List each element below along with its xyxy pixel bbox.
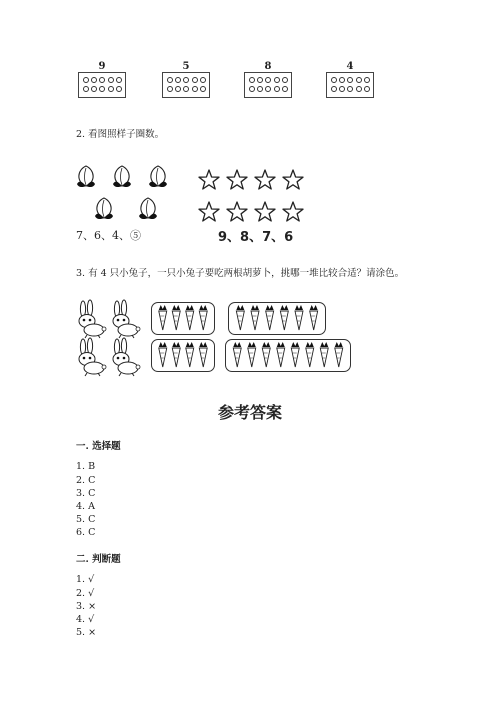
frame-dot <box>116 77 122 83</box>
carrot-icon <box>320 342 328 367</box>
carrot-icon <box>159 305 167 330</box>
frame-dot <box>108 86 114 92</box>
frame-dot <box>175 77 181 83</box>
peaches-group <box>70 160 180 226</box>
carrot-icon <box>277 342 285 367</box>
carrot-icon <box>262 342 270 367</box>
frame-dot <box>339 86 345 92</box>
answer-item: 3. C <box>76 488 96 499</box>
carrot-icon <box>186 342 194 367</box>
frame-label: 9 <box>98 61 106 72</box>
ten-frame <box>78 72 126 98</box>
answers-title: 参考答案 <box>217 403 282 422</box>
left-sequence: 7、6、4、⑤ <box>76 229 141 242</box>
carrot-tray-3[interactable] <box>151 339 215 372</box>
frame-label: 8 <box>264 61 272 72</box>
frame-dot <box>249 77 255 83</box>
carrot-icon <box>335 342 343 367</box>
star-outline-icon <box>255 202 275 221</box>
rabbit-icon <box>113 338 140 376</box>
frame-dot <box>265 77 271 83</box>
carrot-tray-2[interactable] <box>228 302 326 335</box>
carrot-tray-4[interactable] <box>225 339 351 372</box>
carrot-icon <box>199 305 207 330</box>
frame-dot <box>347 86 353 92</box>
carrot-icon <box>159 342 167 367</box>
rabbit-icon <box>113 300 140 338</box>
star-outline-icon <box>283 202 303 221</box>
frame-label: 4 <box>346 61 354 72</box>
rabbits-group <box>72 298 144 380</box>
frame-dot <box>356 77 362 83</box>
frame-dot <box>167 86 173 92</box>
frame-dot <box>282 77 288 83</box>
stars-group <box>196 167 310 229</box>
answer-item: 4. A <box>76 501 95 512</box>
frame-dot <box>83 77 89 83</box>
ten-frame <box>326 72 374 98</box>
answer-item: 3. × <box>76 601 97 612</box>
answer-item: 4. √ <box>76 614 95 625</box>
frame-dot <box>274 77 280 83</box>
star-outline-icon <box>255 170 275 189</box>
peach-icon <box>113 166 131 187</box>
frame-dot <box>257 86 263 92</box>
frame-dot <box>331 77 337 83</box>
frame-dot <box>249 86 255 92</box>
frame-dot <box>183 86 189 92</box>
frame-dot <box>192 86 198 92</box>
answer-item: 5. C <box>76 514 96 525</box>
section-1-title: 一. 选择题 <box>76 441 121 452</box>
answer-item: 2. √ <box>76 588 95 599</box>
frame-dot <box>200 77 206 83</box>
star-outline-icon <box>227 202 247 221</box>
frame-dot <box>347 77 353 83</box>
carrot-icon <box>199 342 207 367</box>
star-outline-icon <box>199 170 219 189</box>
frame-dot <box>265 86 271 92</box>
frame-dot <box>83 86 89 92</box>
carrot-icon <box>295 305 303 330</box>
carrot-icon <box>236 305 244 330</box>
ten-frame <box>162 72 210 98</box>
question-3-text: 3. 有 4 只小兔子，一只小兔子要吃两根胡萝卜，挑哪一堆比较合适？请涂色。 <box>76 268 405 279</box>
carrot-icon <box>251 305 259 330</box>
frame-dot <box>257 77 263 83</box>
carrot-icon <box>310 305 318 330</box>
frame-dot <box>167 77 173 83</box>
frame-dot <box>200 86 206 92</box>
answer-item: 5. × <box>76 627 97 638</box>
answer-item: 6. C <box>76 527 96 538</box>
frame-dot <box>282 86 288 92</box>
right-sequence: 9、8、7、6 <box>218 230 294 245</box>
frame-dot <box>99 86 105 92</box>
carrot-icon <box>280 305 288 330</box>
section-2-title: 二. 判断题 <box>76 554 121 565</box>
star-outline-icon <box>199 202 219 221</box>
frame-dot <box>116 86 122 92</box>
frame-dot <box>175 86 181 92</box>
rabbit-icon <box>79 338 106 376</box>
star-outline-icon <box>227 170 247 189</box>
carrot-icon <box>266 305 274 330</box>
frame-dot <box>108 77 114 83</box>
frame-dot <box>356 86 362 92</box>
carrot-icon <box>186 305 194 330</box>
frame-dot <box>192 77 198 83</box>
carrot-icon <box>291 342 299 367</box>
frame-dot <box>91 77 97 83</box>
frame-dot <box>91 86 97 92</box>
peach-icon <box>149 166 167 187</box>
frame-dot <box>274 86 280 92</box>
carrot-icon <box>172 342 180 367</box>
carrot-icon <box>172 305 180 330</box>
carrot-tray-1[interactable] <box>151 302 215 335</box>
ten-frame <box>244 72 292 98</box>
carrot-icon <box>233 342 241 367</box>
answer-item: 2. C <box>76 475 96 486</box>
frame-label: 5 <box>182 61 190 72</box>
star-outline-icon <box>283 170 303 189</box>
frame-dot <box>331 86 337 92</box>
rabbit-icon <box>79 300 106 338</box>
peach-icon <box>139 198 157 219</box>
peach-icon <box>77 166 95 187</box>
answer-item: 1. √ <box>76 574 95 585</box>
carrot-icon <box>306 342 314 367</box>
carrot-icon <box>248 342 256 367</box>
peach-icon <box>95 198 113 219</box>
frame-dot <box>364 77 370 83</box>
frame-dot <box>99 77 105 83</box>
frame-dot <box>339 77 345 83</box>
answer-item: 1. B <box>76 461 96 472</box>
frame-dot <box>364 86 370 92</box>
question-2-text: 2. 看图照样子圈数。 <box>76 129 165 140</box>
frame-dot <box>183 77 189 83</box>
